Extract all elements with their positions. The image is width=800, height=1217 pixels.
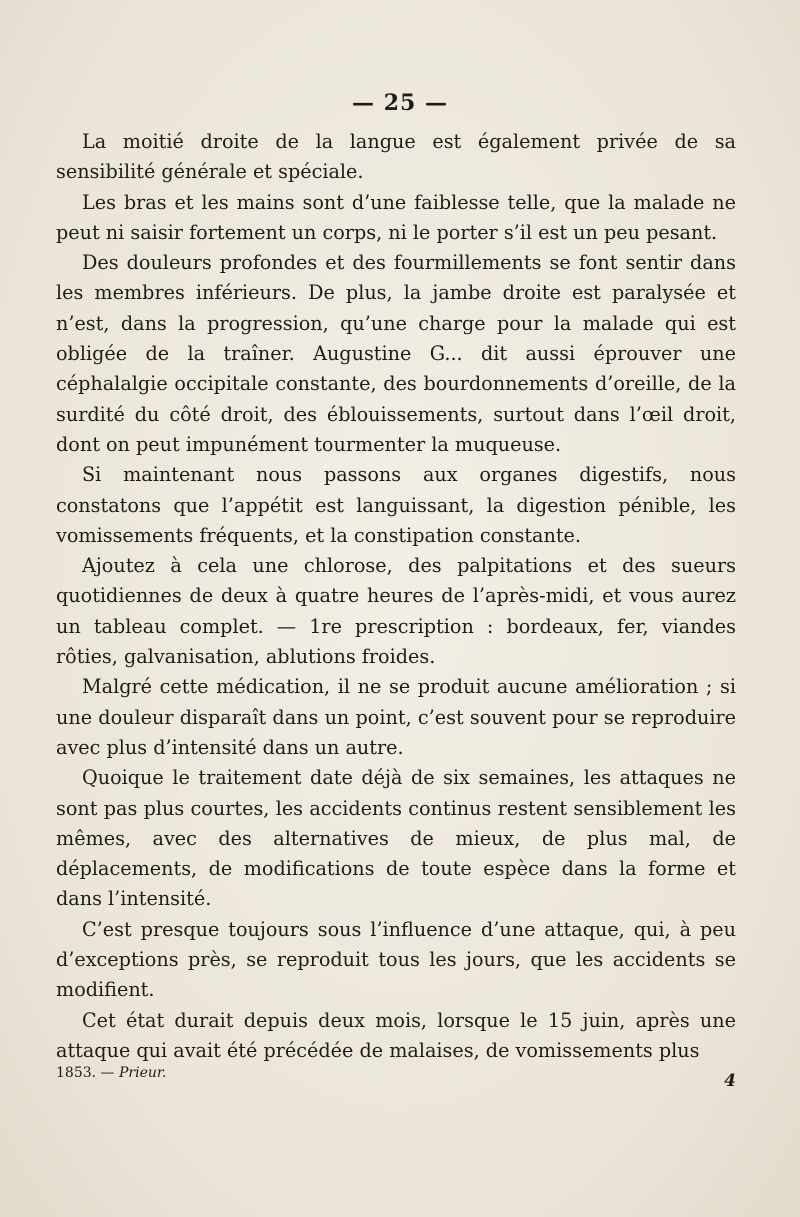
paragraph: La moitié droite de la langue est également privée de sa sensibilité générale et spéciale. <box>56 130 736 184</box>
footer-imprint <box>56 1065 166 1081</box>
page-number: — 25 — <box>352 90 448 116</box>
paragraph: Cet état durait depuis deux mois, lorsque le 15 juin, après une attaque qui avait été précédée de malaises, de vomissements plus <box>56 1008 736 1062</box>
paragraph: Si maintenant nous passons aux organes digestifs, nous constatons que l’appétit est languissant, la digestion pénible, les vomissements fréquents, et la constipation constante. <box>56 463 736 547</box>
paragraph: C’est presque toujours sous l’influence d’une attaque, qui, à peu d’exceptions près, se reproduit tous les jours, que les accidents se modifient. <box>56 917 736 1002</box>
paragraph: Malgré cette médication, il ne se produit aucune amélioration ; si une douleur disparaît dans un point, c’est souvent pour se reproduire avec plus d’intensité dans un autre. <box>56 675 736 759</box>
footer-year: 1853. — <box>56 1065 115 1081</box>
body-text <box>56 127 736 1066</box>
paragraph: Quoique le traitement date déjà de six semaines, les attaques ne sont pas plus courtes, les accidents continus restent sensiblement les mêmes, avec des alternatives de mieux, de plus mal, de déplacements, de modifications de toute espèce dans la forme et dans l’intensité. <box>56 766 736 911</box>
paragraph: Les bras et les mains sont d’une faiblesse telle, que la malade ne peut ni saisir fortement un corps, ni le porter s’il est un peu pesant. <box>56 190 736 244</box>
footer-author: Prieur. <box>118 1065 167 1081</box>
page-footer <box>56 1065 736 1089</box>
signature-mark: 4 <box>724 1071 736 1091</box>
paragraph: Ajoutez à cela une chlorose, des palpitations et des sueurs quotidiennes de deux à quatre heures de l’après-midi, et vous aurez un tableau complet. — 1re prescription : bordeaux, fer, viandes rôties, galvanisation, ablutions froides. <box>56 554 736 669</box>
paragraph: Des douleurs profondes et des fourmillements se font sentir dans les membres inférieurs. De plus, la jambe droite est paralysée et n’est, dans la progression, qu’une charge pour la malade qui est obligée de la traîner. Augustine G... dit aussi éprouver une céphalalgie occipitale constante, des bourdonnements d’oreille, de la surdité du côté droit, des éblouissements, surtout dans l’œil droit, dont on peut impunément tourmenter la muqueuse. <box>56 251 736 456</box>
